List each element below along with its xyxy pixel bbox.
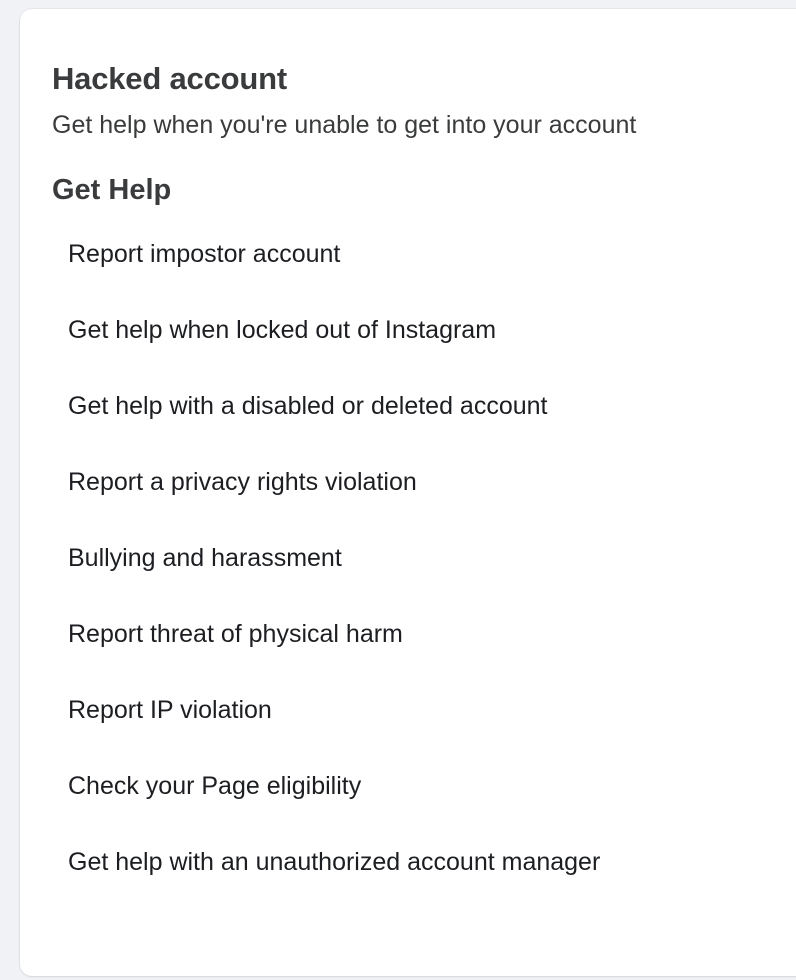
help-link-disabled-account[interactable]: Get help with a disabled or deleted account xyxy=(68,392,548,420)
help-link-privacy-violation[interactable]: Report a privacy rights violation xyxy=(68,468,417,496)
help-link-page-eligibility[interactable]: Check your Page eligibility xyxy=(68,772,362,800)
help-card xyxy=(20,9,796,976)
section-heading: Get Help xyxy=(52,174,172,206)
help-link-physical-harm[interactable]: Report threat of physical harm xyxy=(68,620,403,648)
help-link-locked-out[interactable]: Get help when locked out of Instagram xyxy=(68,316,497,344)
help-link-unauthorized-manager[interactable]: Get help with an unauthorized account manager xyxy=(68,848,601,876)
help-link-report-impostor[interactable]: Report impostor account xyxy=(68,240,341,268)
page-subtitle: Get help when you're unable to get into your account xyxy=(52,111,637,139)
help-link-bullying[interactable]: Bullying and harassment xyxy=(68,544,342,572)
help-link-ip-violation[interactable]: Report IP violation xyxy=(68,696,272,724)
help-link-list xyxy=(52,224,600,908)
page-title: Hacked account xyxy=(52,61,287,96)
